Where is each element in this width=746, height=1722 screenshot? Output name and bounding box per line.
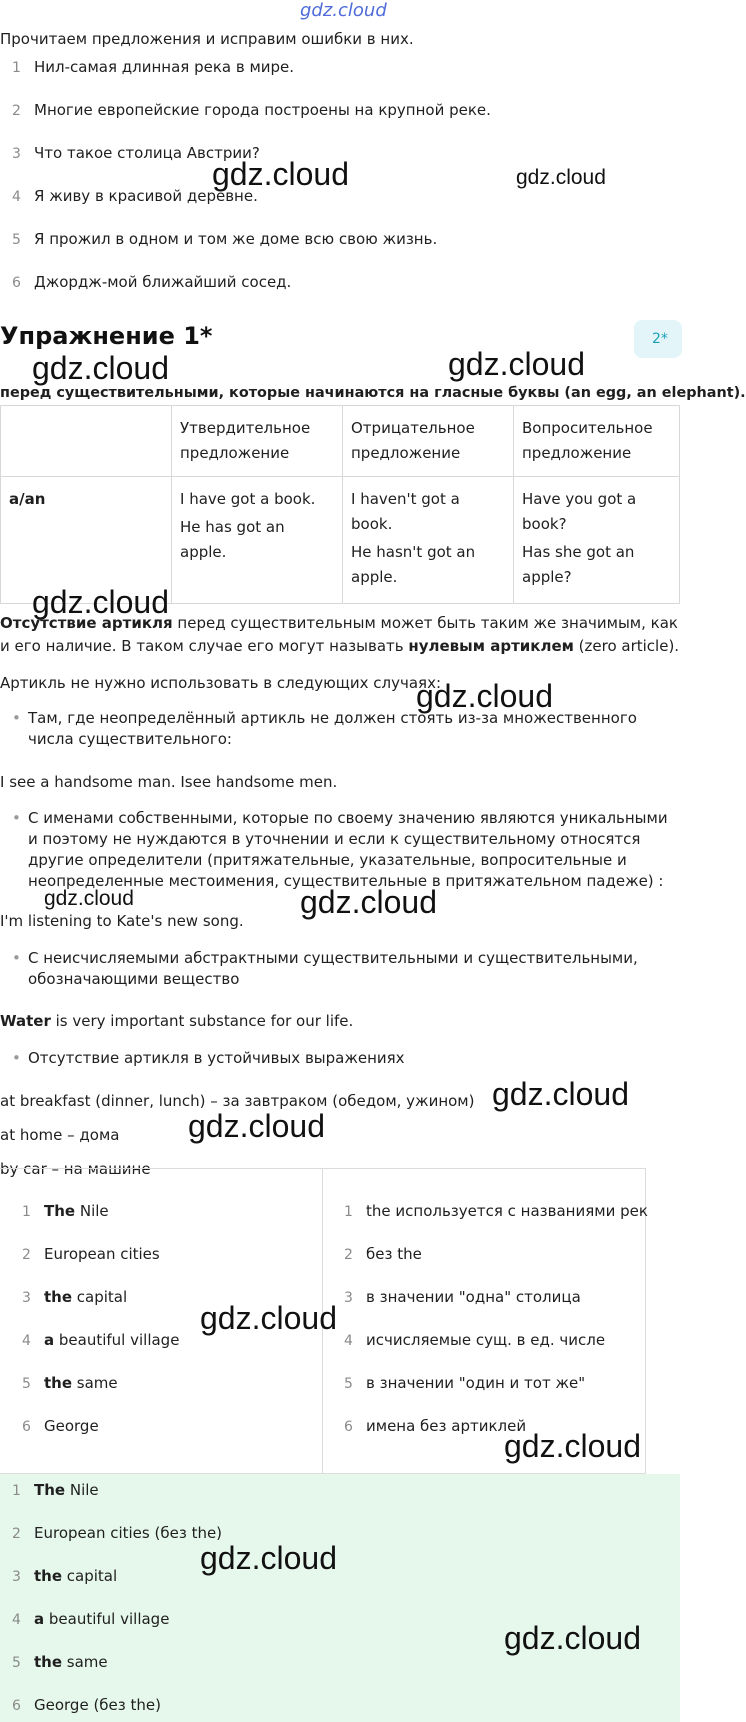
watermark: gdz.cloud [200, 1540, 337, 1576]
list-item [344, 1417, 526, 1435]
bullet-item [0, 948, 668, 990]
bold-term: Water [0, 1012, 51, 1030]
item-number: 4 [12, 189, 21, 205]
bullet-dot-icon: • [12, 809, 21, 827]
watermark: gdz.cloud [32, 350, 169, 386]
example-rest: is very important substance for our life. [50, 1012, 354, 1030]
bullet-text: С именами собственными, которые по своему значению являются уникальными и поэтому не нуждаются в уточнении и если к существительному относятся другие определители (притяжательные, указательные, вопросительные и неопределенные местоимения, существительные в притяжательном падеже) : [28, 809, 668, 890]
item-text: European cities (без the) [34, 1524, 223, 1542]
table-cell [172, 477, 343, 604]
bullet-item [0, 808, 678, 892]
answer-item [12, 1653, 108, 1671]
list-item [344, 1288, 581, 1306]
cell-text: Has she got an apple? [522, 543, 635, 586]
bold-term: нулевым артиклем [408, 637, 574, 655]
site-logo[interactable]: gdz.cloud [300, 0, 387, 21]
list-item [22, 1331, 179, 1349]
exercise-title: Упражнение 1* [0, 322, 213, 350]
list-item [344, 1374, 585, 1392]
cell-text: I haven't got a book. [351, 490, 460, 533]
item-text: the используется с названиями рек [366, 1202, 648, 1220]
list-item [22, 1374, 118, 1392]
item-number: 3 [22, 1290, 31, 1306]
example-text: I'm listening to Kate's new song. [0, 912, 244, 930]
item-number: 3 [12, 1569, 21, 1585]
answer-block [0, 1474, 680, 1722]
watermark: gdz.cloud [44, 887, 134, 910]
answer-item [12, 1567, 117, 1585]
item-number: 1 [12, 60, 21, 76]
table-header-cell [1, 406, 172, 477]
article-bold: the [44, 1374, 73, 1392]
list-item [22, 1417, 99, 1435]
list-item [12, 101, 491, 119]
example-text: I see a handsome man. Isee handsome men. [0, 773, 338, 791]
article-bold: a [44, 1331, 55, 1349]
item-number: 1 [22, 1204, 31, 1220]
answer-item [12, 1610, 169, 1628]
list-item [22, 1288, 127, 1306]
item-text: без the [366, 1245, 422, 1263]
item-text: same [62, 1653, 108, 1671]
item-number: 2 [22, 1247, 31, 1263]
item-number: 2 [12, 1526, 21, 1542]
table-header-cell: Вопросительное предложение [514, 406, 680, 477]
watermark: gdz.cloud [32, 584, 169, 620]
example-text [0, 1010, 353, 1033]
item-number: 3 [12, 146, 21, 162]
list-item [22, 1202, 109, 1220]
article-bold: The [44, 1202, 76, 1220]
bullet-text: С неисчисляемыми абстрактными существительными и существительными, обозначающими вещество [28, 949, 638, 988]
bullet-dot-icon: • [12, 709, 21, 727]
bullet-item [0, 1048, 668, 1069]
list-item [344, 1245, 422, 1263]
row-label: a/an [1, 477, 172, 604]
article-bold: The [34, 1481, 66, 1499]
item-text: Nile [75, 1202, 109, 1220]
list-item [12, 273, 291, 291]
watermark: gdz.cloud [416, 678, 553, 714]
list-item [12, 230, 437, 248]
answer-item [12, 1481, 99, 1499]
item-number: 3 [344, 1290, 353, 1306]
cell-text: He hasn't got an apple. [351, 543, 476, 586]
item-number: 2 [12, 103, 21, 119]
item-text: Джордж-мой ближайший сосед. [34, 273, 292, 291]
watermark: gdz.cloud [492, 1076, 629, 1112]
paragraph-text: перед существительным может быть таким же значимым, как и его наличие. В таком случае его могут называть [0, 614, 678, 655]
list-item [12, 58, 294, 76]
item-text: Нил-самая длинная река в мире. [34, 58, 295, 76]
item-text: Я живу в красивой деревне. [34, 187, 258, 205]
item-number: 5 [22, 1376, 31, 1392]
rule-line: перед существительными, которые начинаются на гласные буквы (an egg, an elephant). [0, 385, 746, 401]
bullet-text: Там, где неопределённый артикль не должен стоять из-за множественного числа существительного: [28, 709, 637, 748]
phrase-line: at breakfast (dinner, lunch) – за завтраком (обедом, ужином) [0, 1092, 475, 1110]
item-number: 6 [12, 1698, 21, 1714]
item-number: 4 [12, 1612, 21, 1628]
list-item [22, 1245, 160, 1263]
cell-text: Have you got a book? [522, 490, 637, 533]
exercise-badge-button[interactable]: 2* [634, 320, 682, 358]
watermark: gdz.cloud [516, 166, 606, 189]
watermark: gdz.cloud [212, 156, 349, 192]
item-text: имена без артиклей [366, 1417, 527, 1435]
watermark: gdz.cloud [200, 1300, 337, 1336]
cases-intro: Артикль не нужно использовать в следующих случаях: [0, 674, 442, 692]
watermark: gdz.cloud [300, 884, 437, 920]
item-text: capital [62, 1567, 118, 1585]
article-bold: the [44, 1288, 73, 1306]
item-text: Что такое столица Австрии? [34, 144, 260, 162]
intro-line: Прочитаем предложения и исправим ошибки в них. [0, 30, 414, 48]
item-number: 6 [344, 1419, 353, 1435]
article-bold: the [34, 1653, 63, 1671]
table-header-cell: Утвердительное предложение [172, 406, 343, 477]
item-text: George (без the) [34, 1696, 161, 1714]
item-number: 4 [344, 1333, 353, 1349]
item-text: в значении "одна" столица [366, 1288, 581, 1306]
phrase-line: at home – дома [0, 1126, 120, 1144]
bullet-text: Отсутствие артикля в устойчивых выражениях [28, 1049, 405, 1067]
item-number: 4 [22, 1333, 31, 1349]
phrase-line: by car – на машине [0, 1160, 151, 1178]
item-text: исчисляемые сущ. в ед. числе [366, 1331, 606, 1349]
item-number: 1 [12, 1483, 21, 1499]
item-text: Я прожил в одном и том же доме всю свою жизнь. [34, 230, 438, 248]
table-cell [514, 477, 680, 604]
item-text: beautiful village [54, 1331, 180, 1349]
table-header-cell: Отрицательное предложение [343, 406, 514, 477]
watermark: gdz.cloud [188, 1108, 325, 1144]
watermark: gdz.cloud [504, 1620, 641, 1656]
list-item [344, 1202, 648, 1220]
answer-item [12, 1524, 222, 1542]
item-number: 5 [12, 232, 21, 248]
watermark: gdz.cloud [448, 346, 585, 382]
item-text: capital [72, 1288, 128, 1306]
item-number: 1 [344, 1204, 353, 1220]
table-header-row [1, 406, 680, 477]
item-text: в значении "один и тот же" [366, 1374, 586, 1392]
answer-item [12, 1696, 161, 1714]
article-bold: the [34, 1567, 63, 1585]
watermark: gdz.cloud [504, 1428, 641, 1464]
list-item [344, 1331, 605, 1349]
item-number: 6 [22, 1419, 31, 1435]
item-text: George [44, 1417, 99, 1435]
item-text: beautiful village [44, 1610, 170, 1628]
paragraph-text: (zero article). [573, 637, 680, 655]
item-number: 2 [344, 1247, 353, 1263]
item-text: Многие европейские города построены на крупной реке. [34, 101, 491, 119]
item-text: Nile [65, 1481, 99, 1499]
bullet-dot-icon: • [12, 1049, 21, 1067]
item-number: 5 [344, 1376, 353, 1392]
table-cell [343, 477, 514, 604]
bold-term: Отсутствие артикля [0, 614, 173, 632]
article-table [0, 405, 680, 604]
cell-text: I have got a book. [180, 490, 316, 508]
item-text: European cities [44, 1245, 160, 1263]
bullet-dot-icon: • [12, 949, 21, 967]
item-number: 6 [12, 275, 21, 291]
item-text: same [72, 1374, 118, 1392]
article-bold: a [34, 1610, 45, 1628]
item-number: 5 [12, 1655, 21, 1671]
bullet-item [0, 708, 668, 750]
cell-text: He has got an apple. [180, 518, 285, 561]
